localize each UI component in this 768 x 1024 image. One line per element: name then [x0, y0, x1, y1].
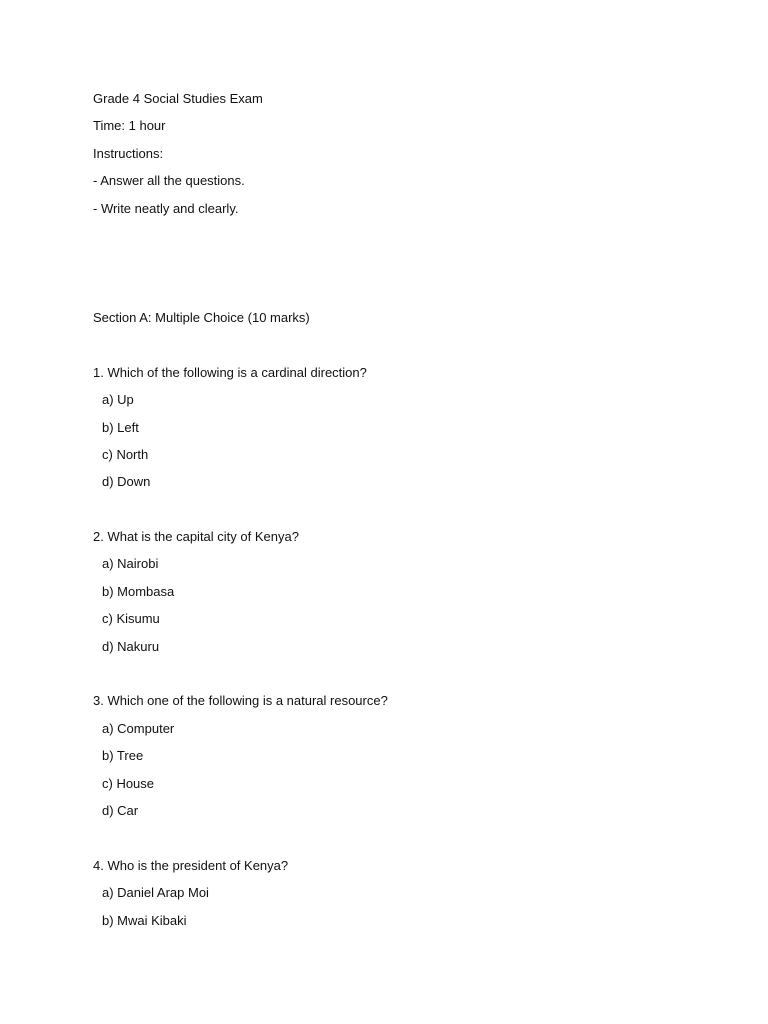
question-text: 4. Who is the president of Kenya?	[93, 857, 289, 873]
answer-option: b) Tree	[102, 748, 144, 764]
question-text: 1. Which of the following is a cardinal direction?	[93, 364, 367, 380]
instruction-item: - Write neatly and clearly.	[93, 200, 239, 216]
answer-option: b) Mwai Kibaki	[102, 912, 187, 928]
question-block	[93, 687, 693, 824]
spacer	[93, 496, 693, 523]
answer-option: b) Mombasa	[102, 583, 175, 599]
spacer	[93, 331, 693, 358]
document-page	[93, 85, 693, 934]
spacer	[93, 660, 693, 687]
question-block	[93, 523, 693, 660]
answer-option: a) Up	[102, 392, 134, 408]
answer-option: c) North	[102, 446, 149, 462]
answer-option: c) Kisumu	[102, 611, 160, 627]
question-text: 3. Which one of the following is a natural resource?	[93, 693, 388, 709]
spacer	[93, 824, 693, 851]
instructions-label: Instructions:	[93, 145, 164, 161]
instruction-item: - Answer all the questions.	[93, 173, 245, 189]
question-block	[93, 852, 693, 934]
answer-option: d) Down	[102, 474, 151, 490]
exam-time: Time: 1 hour	[93, 118, 166, 134]
question-text: 2. What is the capital city of Kenya?	[93, 529, 299, 545]
answer-option: a) Nairobi	[102, 556, 159, 572]
section-heading: Section A: Multiple Choice (10 marks)	[93, 309, 310, 325]
answer-option: a) Daniel Arap Moi	[102, 885, 209, 901]
answer-option: c) House	[102, 775, 155, 791]
answer-option: a) Computer	[102, 720, 175, 736]
answer-option: d) Car	[102, 802, 139, 818]
spacer	[93, 222, 693, 304]
answer-option: b) Left	[102, 419, 139, 435]
exam-title: Grade 4 Social Studies Exam	[93, 91, 263, 106]
answer-option: d) Nakuru	[102, 638, 160, 654]
question-block	[93, 359, 693, 496]
